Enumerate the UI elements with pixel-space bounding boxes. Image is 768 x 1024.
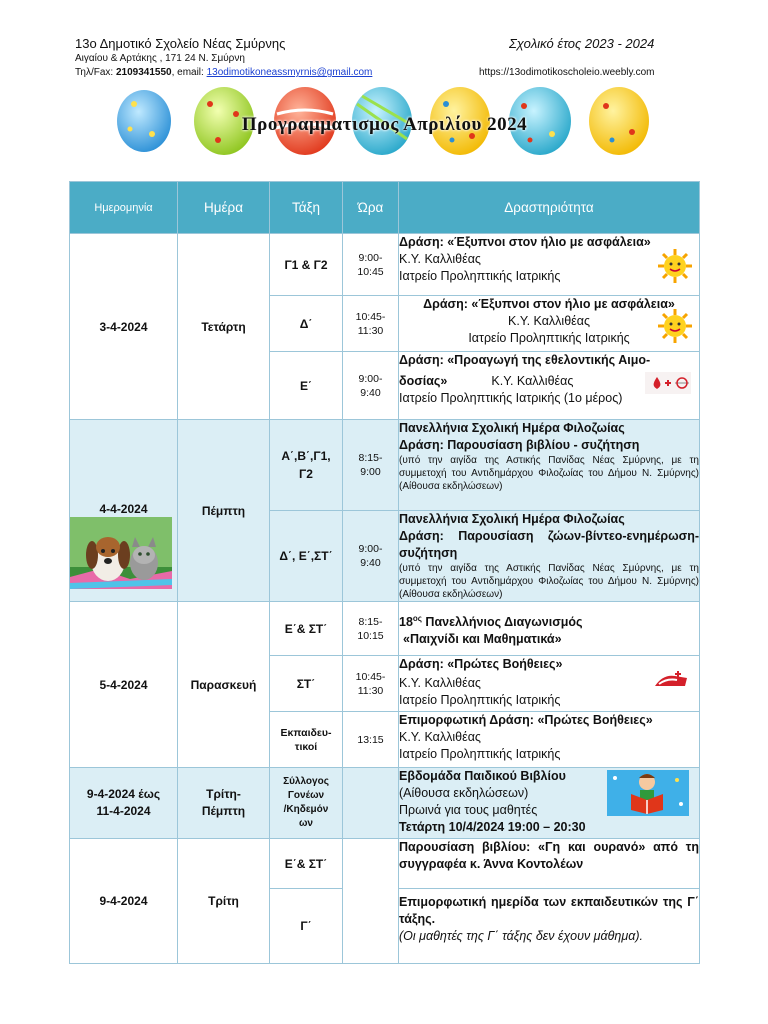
activity-evening: Τετάρτη 10/4/2024 19:00 – 20:30 <box>399 820 586 834</box>
col-header-class: Τάξη <box>270 182 343 234</box>
activity-org: Κ.Υ. Καλλιθέας <box>399 252 481 266</box>
time-cell <box>343 839 399 964</box>
first-aid-icon <box>653 668 689 690</box>
activity-cell <box>399 889 700 964</box>
class-cell: Ε΄ <box>270 352 343 420</box>
day-cell: Παρασκευή <box>178 602 270 768</box>
col-header-day: Ημέρα <box>178 182 270 234</box>
activity-cell <box>399 656 700 712</box>
time-cell <box>343 352 399 420</box>
class-label: Εκπαιδευ- τικοί <box>280 726 332 753</box>
activity-subtitle: «Παιχνίδι και Μαθηματικά» <box>403 632 562 647</box>
activity-note: Πρωινά για τους μαθητές <box>399 803 538 817</box>
activity-dept: Ιατρείο Προληπτικής Ιατρικής <box>399 269 561 283</box>
class-cell: Ε΄& ΣΤ΄ <box>270 602 343 656</box>
day-cell: Τρίτη <box>178 839 270 964</box>
activity-cell <box>399 296 700 352</box>
activity-title: Δράση: «Έξυπνοι στον ήλιο με ασφάλεια» <box>399 235 651 249</box>
ordinal-suffix: ος <box>412 614 422 623</box>
blood-drop-icon <box>645 372 691 394</box>
activity-dept: Ιατρείο Προληπτικής Ιατρικής <box>399 693 561 707</box>
activity-note: (υπό την αιγίδα της Αστικής Πανίδας Νέας Σμύρνης, με τη συμμετοχή του Αντιδημάρχου Φιλοζωίας του Δήμου Ν. Σμύρνης) (Αίθουσα εκδηλώσεων) <box>399 563 699 600</box>
class-label: Σύλλογος Γονέων /Κηδεμόν ων <box>283 776 329 829</box>
class-cell <box>270 768 343 839</box>
activity-org: Κ.Υ. Καλλιθέας <box>399 676 481 690</box>
sun-icon <box>657 248 693 284</box>
email-link[interactable]: 13odimotikoneassmyrnis@gmail.com <box>206 67 373 78</box>
time-cell <box>343 234 399 296</box>
time-start: 9:00- 10:45 <box>357 251 384 278</box>
activity-dept: Ιατρείο Προληπτικής Ιατρικής <box>399 747 561 761</box>
activity-cell <box>399 511 700 602</box>
tel-label: Τηλ/Fax: <box>75 67 116 78</box>
table-header-row <box>70 182 700 234</box>
date-range: 9-4-2024 έως 11-4-2024 <box>86 787 161 818</box>
class-cell <box>270 712 343 768</box>
activity-subtitle: Δράση: Παρουσίαση βιβλίου - συζήτηση <box>399 438 640 452</box>
date-cell: 4-4-2024 <box>70 420 178 602</box>
table-row <box>70 839 700 889</box>
activity-title: Εβδομάδα Παιδικού Βιβλίου <box>399 769 566 783</box>
email-label: , email: <box>171 67 207 78</box>
tel-number: 2109341550 <box>115 67 172 78</box>
class-cell <box>270 420 343 511</box>
time-cell <box>343 511 399 602</box>
date-cell: 5-4-2024 <box>70 602 178 768</box>
activity-place: (Αίθουσα εκδηλώσεων) <box>399 786 529 800</box>
time-start: 8:15- 10:15 <box>357 615 384 642</box>
activity-cell <box>399 234 700 296</box>
class-cell: Γ΄ <box>270 889 343 964</box>
activity-title: Δράση: «Προαγωγή της εθελοντικής Αιμο- <box>399 353 651 367</box>
activity-cell <box>399 420 700 511</box>
activity-note: (Οι μαθητές της Γ΄ τάξης δεν έχουν μάθημα). <box>399 929 643 943</box>
school-name: 13ο Δημοτικό Σχολείο Νέας Σμύρνης <box>75 36 286 51</box>
time-cell <box>343 296 399 352</box>
date-cell <box>70 768 178 839</box>
activity-dept: Ιατρείο Προληπτικής Ιατρικής <box>468 331 630 345</box>
activity-org: Κ.Υ. Καλλιθέας <box>491 374 574 388</box>
activity-dept: Ιατρείο Προληπτικής Ιατρικής (1ο μέρος) <box>399 391 623 405</box>
day-cell: Τετάρτη <box>178 234 270 420</box>
contact-line <box>75 67 372 78</box>
date-cell: 9-4-2024 <box>70 839 178 964</box>
time-start: 10:45- 11:30 <box>355 310 386 337</box>
activity-title: Πανελλήνια Σχολική Ημέρα Φιλοζωίας <box>399 421 625 435</box>
website-url[interactable]: https://13odimotikoscholeio.weebly.com <box>479 67 655 78</box>
table-row <box>70 602 700 656</box>
contest-title: Πανελλήνιος Διαγωνισμός <box>421 615 583 630</box>
contest-number: 18 <box>399 615 413 630</box>
time-start: 9:00- 9:40 <box>358 372 383 399</box>
class-cell: Ε΄& ΣΤ΄ <box>270 839 343 889</box>
activity-subtitle: Δράση: Παρουσίαση ζώων-βίντεο-ενημέρωση-συζήτηση <box>399 529 699 560</box>
activity-title: Πανελλήνια Σχολική Ημέρα Φιλοζωίας <box>399 512 625 526</box>
school-year: Σχολικό έτος 2023 - 2024 <box>509 36 655 51</box>
col-header-date: Ημερομηνία <box>70 182 178 234</box>
school-address: Αιγαίου & Αρτάκης , 171 24 Ν. Σμύρνη <box>75 53 245 64</box>
activity-org: Κ.Υ. Καλλιθέας <box>508 314 590 328</box>
activity-title: Επιμορφωτική Δράση: «Πρώτες Βοήθειες» <box>399 713 653 727</box>
sun-icon <box>657 308 693 344</box>
col-header-activity: Δραστηριότητα <box>399 182 700 234</box>
table-row <box>70 420 700 511</box>
time-start: 10:45- 11:30 <box>355 670 386 697</box>
activity-cell <box>399 352 700 420</box>
day-cell <box>178 768 270 839</box>
activity-cell <box>399 839 700 889</box>
class-cell: Γ1 & Γ2 <box>270 234 343 296</box>
col-header-time: Ώρα <box>343 182 399 234</box>
page-title: Προγραμματισμος Απριλίου 2024 <box>241 114 528 135</box>
title-banner <box>112 84 657 160</box>
day-range: Τρίτη- Πέμπτη <box>201 787 246 818</box>
day-cell: Πέμπτη <box>178 420 270 602</box>
time-start: 8:15- 9:00 <box>358 452 383 478</box>
class-cell: Δ΄, Ε΄,ΣΤ΄ <box>270 511 343 602</box>
activity-org: Κ.Υ. Καλλιθέας <box>399 730 481 744</box>
class-label: Α΄,Β΄,Γ1, Γ2 <box>281 449 331 481</box>
activity-title <box>399 610 699 631</box>
time-cell <box>343 768 399 839</box>
class-cell: ΣΤ΄ <box>270 656 343 712</box>
time-start: 9:00- 9:40 <box>358 543 383 569</box>
activity-title: Παρουσίαση βιβλίου: «Γη και ουρανό» από τη συγγραφέα κ. Άννα Κοντολέων <box>399 840 699 871</box>
activity-title-end: δοσίας» <box>399 374 448 388</box>
pets-photo <box>70 517 172 589</box>
time-cell <box>343 656 399 712</box>
time-cell <box>343 602 399 656</box>
time-cell <box>343 420 399 511</box>
activity-title: Δράση: «Πρώτες Βοήθειες» <box>399 657 563 671</box>
class-cell: Δ΄ <box>270 296 343 352</box>
activity-title: Δράση: «Έξυπνοι στον ήλιο με ασφάλεια» <box>423 297 675 311</box>
activity-title: Επιμορφωτική ημερίδα των εκπαιδευτικών της Γ΄ τάξης. <box>399 895 699 926</box>
activity-cell <box>399 768 700 839</box>
date-cell: 3-4-2024 <box>70 234 178 420</box>
table-row <box>70 768 700 839</box>
activity-note: (υπό την αιγίδα της Αστικής Πανίδας Νέας Σμύρνης, με τη συμμετοχή του Αντιδημάρχου Φιλοζωίας του Δήμου Ν. Σμύρνης) (Αίθουσα εκδηλώσεων) <box>399 455 699 492</box>
table-row <box>70 234 700 296</box>
time-cell: 13:15 <box>343 712 399 768</box>
reading-child-icon <box>607 770 689 816</box>
activity-cell <box>399 712 700 768</box>
activity-cell <box>399 602 700 656</box>
